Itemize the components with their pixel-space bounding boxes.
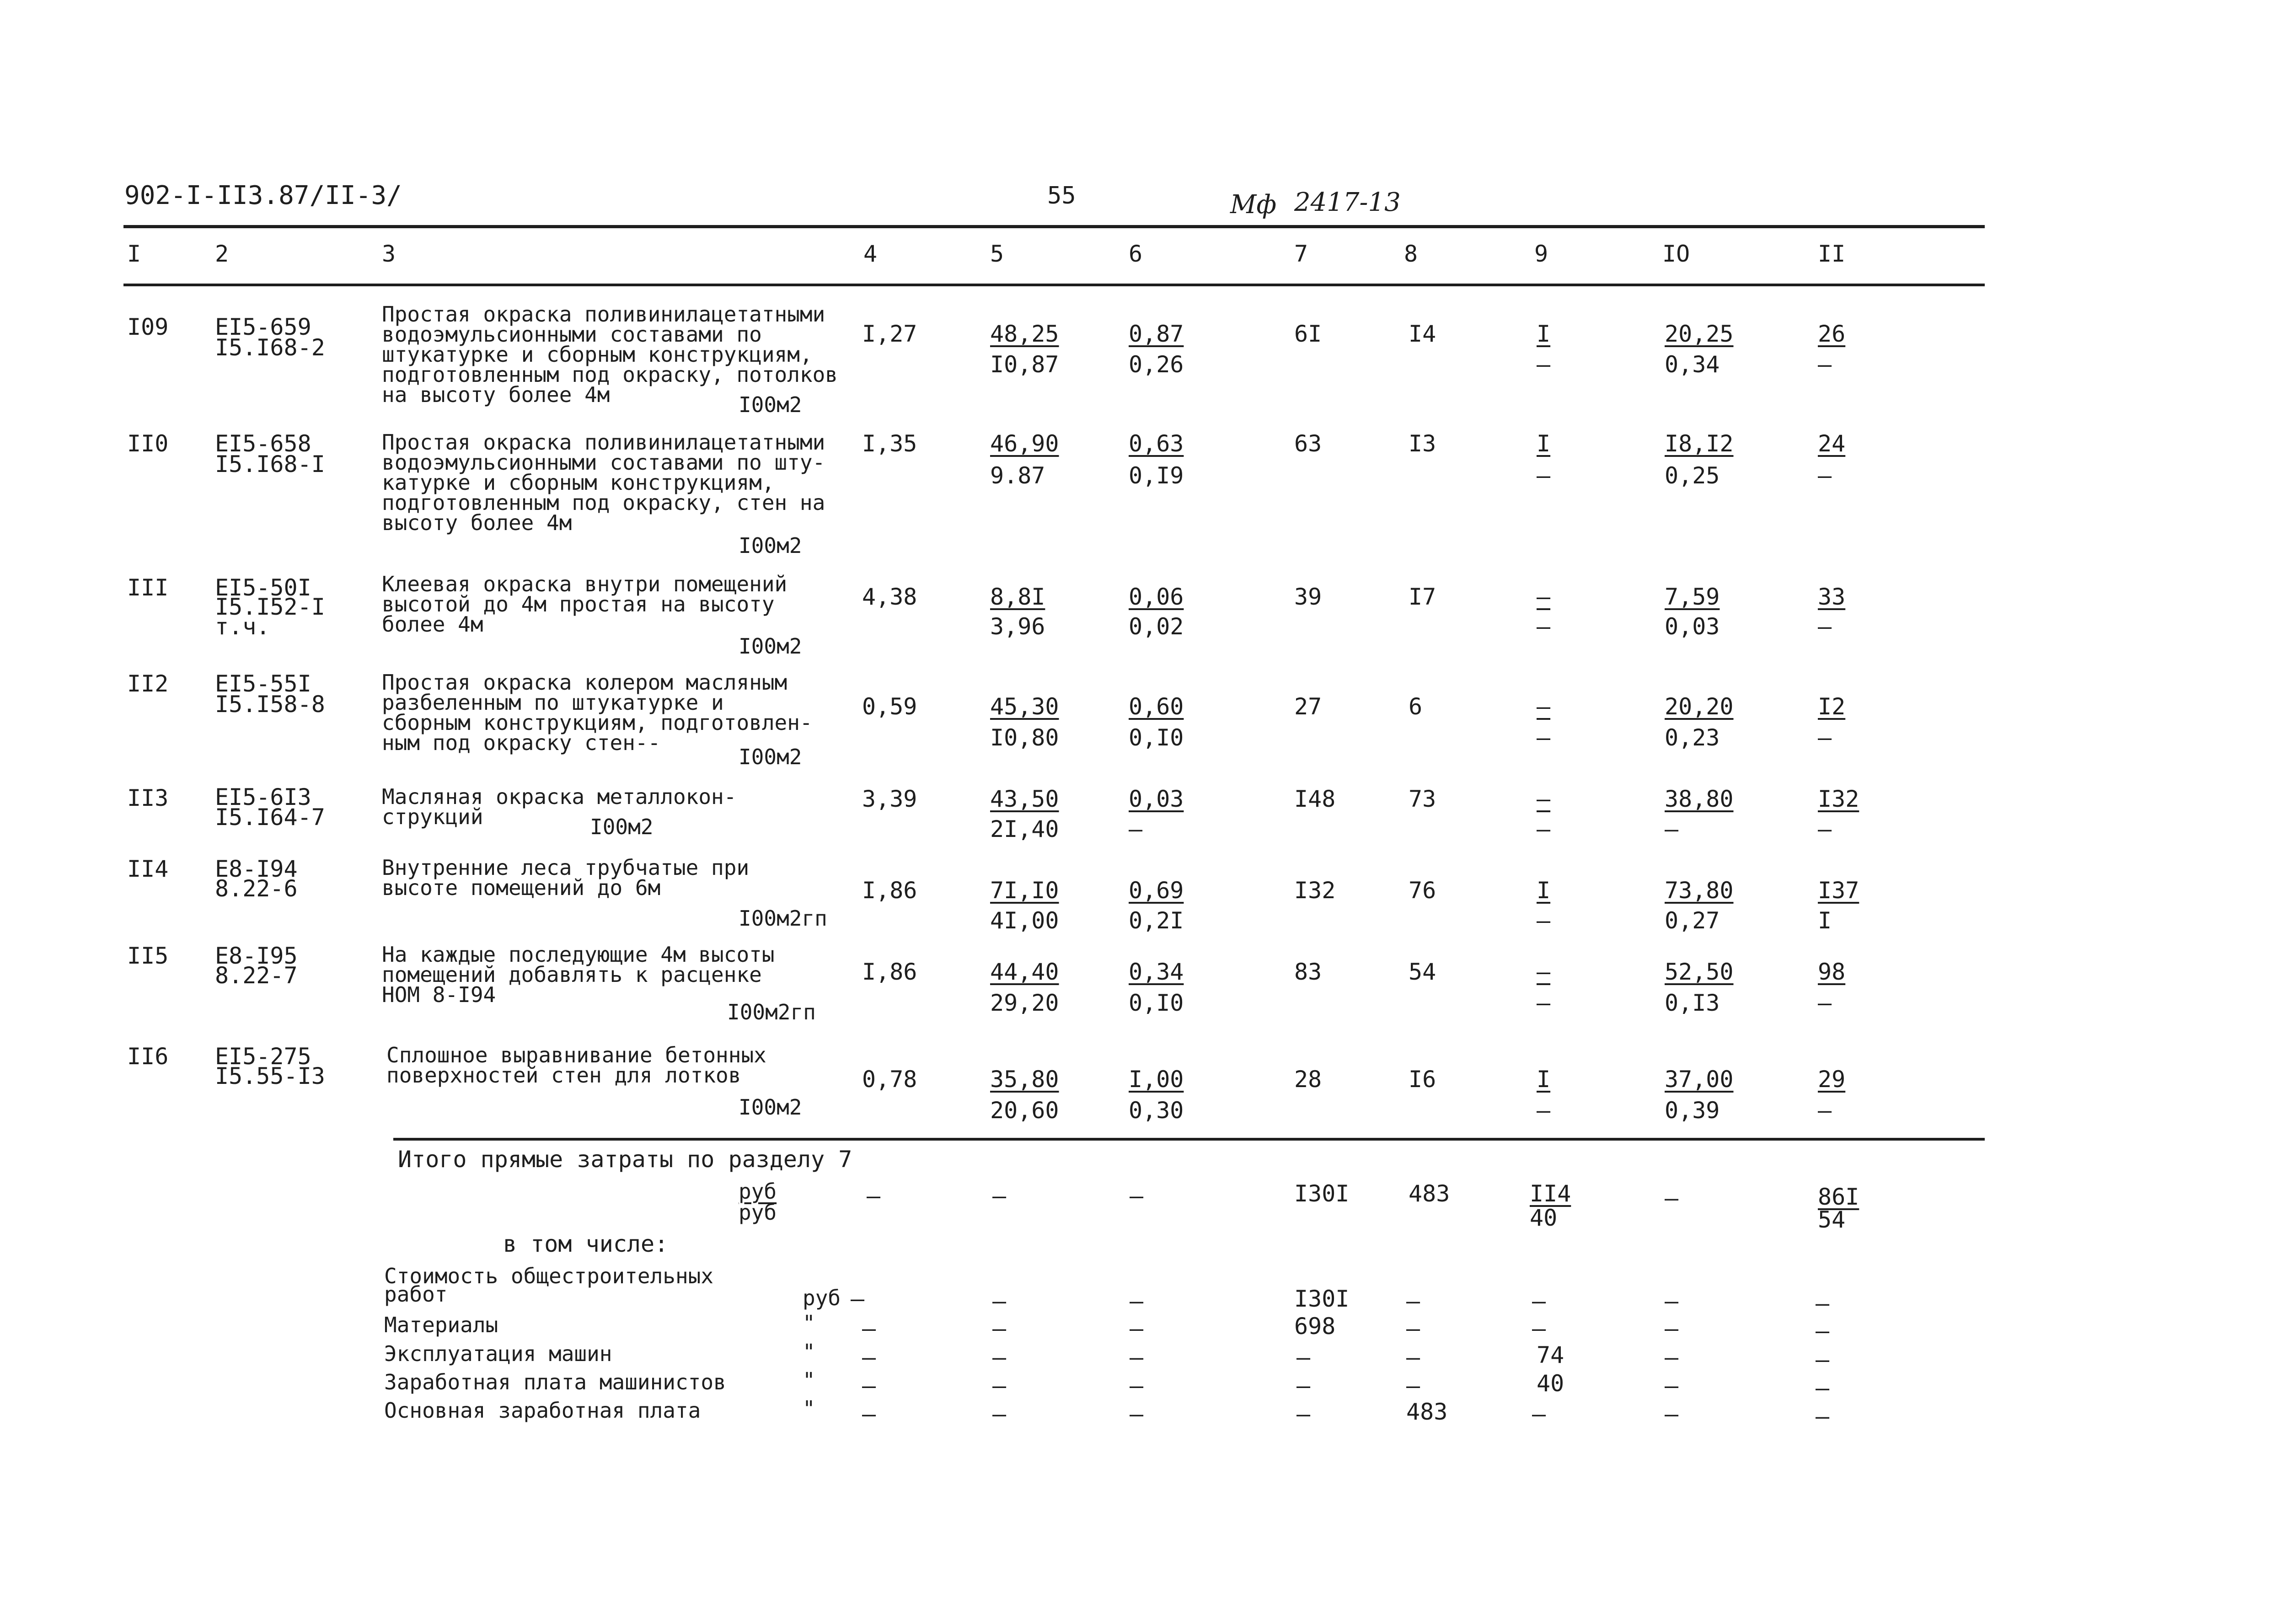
- work-description: Простая окраска поливинилацетатными водоэмульсионными составами по штукатурке и сборным конструкциям, подготовленным под окраску, потолков на высоту более 4м: [382, 302, 838, 407]
- unit-cost-total: 45,30: [990, 693, 1059, 720]
- unit-cost-wages: 29,20: [990, 990, 1059, 1016]
- breakdown-label: Стоимость общестроительных работ: [384, 1264, 714, 1307]
- unit-cost-total: 43,50: [990, 786, 1059, 812]
- breakdown-label: Материалы: [384, 1313, 498, 1337]
- unit-cost-machines: 0,03: [1129, 786, 1184, 812]
- breakdown-c6: –: [1130, 1344, 1144, 1371]
- unit-of-measure: I00м2: [739, 1095, 802, 1120]
- totals-machinist-labor: 54: [1818, 1206, 1846, 1233]
- work-description: Сплошное выравнивание бетонных поверхностей стен для лотков: [386, 1043, 766, 1088]
- breakdown-c4: –: [862, 1372, 876, 1399]
- total-wages: I6: [1409, 1066, 1436, 1093]
- breakdown-c10: –: [1665, 1315, 1679, 1342]
- norm-code-secondary: I5.55-I3: [215, 1063, 325, 1089]
- labor-per-unit: 52,50: [1665, 959, 1734, 985]
- unit-of-measure: I00м2гп: [727, 1000, 816, 1024]
- total-machines: I: [1537, 1066, 1551, 1093]
- unit-of-measure: I00м2: [590, 815, 654, 839]
- unit-cost-total: 8,8I: [990, 584, 1045, 610]
- norm-code: EI5-659: [215, 314, 311, 340]
- total-cost: 39: [1294, 584, 1322, 610]
- column-header: 7: [1294, 241, 1308, 267]
- breakdown-c7: 698: [1294, 1313, 1336, 1340]
- page-number: 55: [1047, 182, 1076, 209]
- total-machines: –: [1537, 959, 1551, 985]
- breakdown-label: Основная заработная плата: [384, 1398, 701, 1423]
- totals-title: Итого прямые затраты по разделу 7: [398, 1146, 852, 1173]
- unit-cost-machines: 0,87: [1129, 321, 1184, 347]
- labor-total: I32: [1818, 786, 1859, 812]
- work-description: Простая окраска поливинилацетатными водоэмульсионными составами по шту- катурке и сборным конструкциям, подготовленным под окраску, стен на высоту более 4м: [382, 430, 825, 535]
- row-number: II3: [127, 785, 169, 811]
- unit-cost-machinist-wages: 0,2I: [1129, 907, 1184, 934]
- unit-cost-wages: 3,96: [990, 613, 1045, 640]
- breakdown-c11: –: [1816, 1290, 1830, 1317]
- unit-cost-wages: 2I,40: [990, 816, 1059, 842]
- unit-cost-wages: I0,87: [990, 351, 1059, 378]
- row-number: II0: [127, 430, 169, 457]
- total-cost: I48: [1294, 786, 1336, 812]
- totals-total-wages: 483: [1409, 1180, 1450, 1207]
- work-description: Масляная окраска металлокон- струкций: [382, 784, 737, 829]
- row-number: II2: [127, 670, 169, 697]
- breakdown-unit: руб: [803, 1286, 841, 1310]
- total-cost: I32: [1294, 877, 1336, 904]
- labor-total: 33: [1818, 584, 1846, 610]
- work-description: Клеевая окраска внутри помещений высотой до 4м простая на высоту более 4м: [382, 572, 787, 637]
- totals-unit-machines: –: [1130, 1183, 1144, 1209]
- column-header: 5: [990, 241, 1004, 267]
- breakdown-c6: –: [1130, 1372, 1144, 1399]
- stamp-prefix: Мф: [1230, 190, 1277, 220]
- total-machinist-wages: –: [1537, 613, 1551, 640]
- quantity: I,35: [862, 430, 917, 457]
- machinist-labor-per-unit: 0,I3: [1665, 990, 1720, 1016]
- breakdown-c5: –: [992, 1401, 1007, 1427]
- unit-of-measure: I00м2: [739, 745, 802, 769]
- machinist-labor-total: –: [1818, 351, 1832, 378]
- breakdown-unit: ": [803, 1340, 815, 1364]
- machinist-labor-total: –: [1818, 462, 1832, 489]
- unit-cost-machines: 0,60: [1129, 693, 1184, 720]
- breakdown-c8: –: [1406, 1288, 1420, 1314]
- breakdown-c6: –: [1130, 1288, 1144, 1314]
- unit-of-measure: I00м2: [739, 392, 802, 417]
- machinist-labor-total: –: [1818, 613, 1832, 640]
- row-number: II4: [127, 856, 169, 882]
- machinist-labor-per-unit: 0,34: [1665, 351, 1720, 378]
- unit-cost-machines: I,00: [1129, 1066, 1184, 1093]
- unit-cost-machines: 0,06: [1129, 584, 1184, 610]
- unit-cost-machinist-wages: 0,I0: [1129, 724, 1184, 751]
- breakdown-c8: –: [1406, 1372, 1420, 1399]
- column-header: 6: [1129, 241, 1143, 267]
- machinist-labor-total: –: [1818, 990, 1832, 1016]
- breakdown-c7: –: [1296, 1401, 1311, 1427]
- totals-total-cost: I30I: [1294, 1180, 1350, 1207]
- quantity: I,27: [862, 321, 917, 347]
- norm-code: E8-I95: [215, 943, 298, 969]
- total-wages: 73: [1409, 786, 1436, 812]
- breakdown-unit: ": [803, 1396, 815, 1421]
- header-rule: [123, 284, 1985, 286]
- breakdown-c10: –: [1665, 1401, 1679, 1427]
- unit-of-measure: I00м2гп: [739, 906, 827, 931]
- unit-cost-machines: 0,69: [1129, 877, 1184, 904]
- totals-unit-top: руб: [739, 1179, 777, 1204]
- top-rule: [123, 225, 1985, 228]
- machinist-labor-total: –: [1818, 1097, 1832, 1124]
- totals-total-machines: II4: [1530, 1180, 1571, 1207]
- norm-code-secondary: 8.22-6: [215, 875, 298, 902]
- breakdown-c9: –: [1532, 1315, 1546, 1342]
- norm-code-secondary: I5.I64-7: [215, 804, 325, 831]
- labor-per-unit: 20,25: [1665, 321, 1734, 347]
- work-description: Простая окраска колером масляным разбеленным по штукатурке и сборным конструкциям, подготовлен- ным под окраску стен--: [382, 670, 813, 755]
- machinist-labor-total: I: [1818, 907, 1832, 934]
- quantity: 0,78: [862, 1066, 917, 1093]
- unit-cost-total: 7I,I0: [990, 877, 1059, 904]
- breakdown-c9: 40: [1537, 1370, 1564, 1397]
- total-machines: –: [1537, 584, 1551, 610]
- norm-code-secondary: 8.22-7: [215, 962, 298, 989]
- breakdown-c5: –: [992, 1315, 1007, 1342]
- unit-cost-total: 35,80: [990, 1066, 1059, 1093]
- labor-per-unit: 20,20: [1665, 693, 1734, 720]
- totals-unit-cost: –: [992, 1183, 1007, 1209]
- breakdown-c4: –: [851, 1286, 865, 1312]
- total-machines: –: [1537, 693, 1551, 720]
- column-header: 9: [1534, 241, 1548, 267]
- labor-per-unit: 38,80: [1665, 786, 1734, 812]
- unit-cost-machinist-wages: 0,30: [1129, 1097, 1184, 1124]
- totals-labor-per-unit: –: [1665, 1185, 1679, 1211]
- unit-cost-machines: 0,63: [1129, 430, 1184, 457]
- labor-total: 26: [1818, 321, 1846, 347]
- norm-code: EI5-55I: [215, 670, 311, 697]
- labor-per-unit: 73,80: [1665, 877, 1734, 904]
- totals-machinist-wages: 40: [1530, 1205, 1558, 1231]
- totals-including-label: в том числе:: [503, 1231, 669, 1257]
- unit-cost-wages: 4I,00: [990, 907, 1059, 934]
- machinist-labor-per-unit: 0,39: [1665, 1097, 1720, 1124]
- machinist-labor-per-unit: 0,23: [1665, 724, 1720, 751]
- breakdown-c5: –: [992, 1288, 1007, 1314]
- total-wages: I7: [1409, 584, 1436, 610]
- totals-rule: [393, 1138, 1985, 1141]
- unit-cost-machines: 0,34: [1129, 959, 1184, 985]
- total-machinist-wages: –: [1537, 351, 1551, 378]
- machinist-labor-per-unit: 0,27: [1665, 907, 1720, 934]
- unit-cost-machinist-wages: –: [1129, 816, 1143, 842]
- quantity: I,86: [862, 959, 917, 985]
- breakdown-c10: –: [1665, 1372, 1679, 1399]
- total-machines: –: [1537, 786, 1551, 812]
- breakdown-c11: –: [1816, 1318, 1830, 1344]
- total-machines: I: [1537, 877, 1551, 904]
- total-cost: 28: [1294, 1066, 1322, 1093]
- breakdown-c9: –: [1532, 1288, 1546, 1314]
- column-header: IO: [1662, 241, 1690, 267]
- norm-code: EI5-50I: [215, 574, 311, 601]
- breakdown-c8: –: [1406, 1344, 1420, 1371]
- breakdown-label: Эксплуатация машин: [384, 1341, 612, 1366]
- labor-total: 98: [1818, 959, 1846, 985]
- total-wages: 76: [1409, 877, 1436, 904]
- unit-cost-total: 48,25: [990, 321, 1059, 347]
- total-machines: I: [1537, 430, 1551, 457]
- machinist-labor-per-unit: –: [1665, 816, 1679, 842]
- labor-per-unit: 7,59: [1665, 584, 1720, 610]
- document-code: 902-I-II3.87/II-3/: [124, 181, 402, 210]
- labor-per-unit: I8,I2: [1665, 430, 1734, 457]
- unit-cost-wages: I0,80: [990, 724, 1059, 751]
- breakdown-c7: –: [1296, 1372, 1311, 1399]
- stamp-number: 2417-13: [1294, 188, 1401, 217]
- unit-cost-total: 46,90: [990, 430, 1059, 457]
- breakdown-c5: –: [992, 1372, 1007, 1399]
- machinist-labor-total: –: [1818, 724, 1832, 751]
- unit-of-measure: I00м2: [739, 634, 802, 659]
- total-machinist-wages: –: [1537, 907, 1551, 934]
- unit-cost-machinist-wages: 0,26: [1129, 351, 1184, 378]
- work-description: Внутренние леса трубчатые при высоте помещений до 6м: [382, 855, 750, 900]
- unit-cost-wages: 9.87: [990, 462, 1045, 489]
- norm-code-note: т.ч.: [215, 613, 270, 640]
- machinist-labor-per-unit: 0,03: [1665, 613, 1720, 640]
- total-wages: I3: [1409, 430, 1436, 457]
- breakdown-c10: –: [1665, 1344, 1679, 1371]
- breakdown-c10: –: [1665, 1288, 1679, 1314]
- breakdown-c11: –: [1816, 1346, 1830, 1373]
- quantity: 4,38: [862, 584, 917, 610]
- unit-cost-machinist-wages: 0,02: [1129, 613, 1184, 640]
- norm-code: EI5-275: [215, 1043, 311, 1070]
- breakdown-c8: –: [1406, 1315, 1420, 1342]
- unit-cost-wages: 20,60: [990, 1097, 1059, 1124]
- breakdown-c7: –: [1296, 1344, 1311, 1371]
- column-header: 2: [215, 241, 229, 267]
- norm-code-secondary: I5.I68-2: [215, 334, 325, 361]
- column-header: 3: [382, 241, 396, 267]
- breakdown-c11: –: [1816, 1403, 1830, 1430]
- breakdown-unit: ": [803, 1311, 815, 1335]
- labor-total: I37: [1818, 877, 1859, 904]
- total-cost: 27: [1294, 693, 1322, 720]
- breakdown-c6: –: [1130, 1315, 1144, 1342]
- totals-unit-bottom: руб: [739, 1200, 777, 1225]
- breakdown-c9: 74: [1537, 1342, 1564, 1368]
- norm-code: EI5-658: [215, 430, 311, 457]
- total-wages: I4: [1409, 321, 1436, 347]
- breakdown-c11: –: [1816, 1375, 1830, 1401]
- total-machinist-wages: –: [1537, 462, 1551, 489]
- row-number: II6: [127, 1043, 169, 1070]
- machinist-labor-per-unit: 0,25: [1665, 462, 1720, 489]
- unit-of-measure: I00м2: [739, 533, 802, 558]
- total-wages: 54: [1409, 959, 1436, 985]
- breakdown-c4: –: [862, 1401, 876, 1427]
- machinist-labor-total: –: [1818, 816, 1832, 842]
- norm-code: E8-I94: [215, 856, 298, 882]
- unit-cost-machinist-wages: 0,I0: [1129, 990, 1184, 1016]
- total-machinist-wages: –: [1537, 724, 1551, 751]
- breakdown-label: Заработная плата машинистов: [384, 1370, 726, 1394]
- total-cost: 83: [1294, 959, 1322, 985]
- totals-labor-total: 86I: [1818, 1184, 1859, 1210]
- total-wages: 6: [1409, 693, 1423, 720]
- work-description: На каждые последующие 4м высоты помещений добавлять к расценке НОМ 8-I94: [382, 942, 775, 1007]
- quantity: 3,39: [862, 786, 917, 812]
- total-machinist-wages: –: [1537, 990, 1551, 1016]
- labor-total: 24: [1818, 430, 1846, 457]
- breakdown-c4: –: [862, 1344, 876, 1371]
- labor-total: 29: [1818, 1066, 1846, 1093]
- norm-code: EI5-6I3: [215, 784, 311, 810]
- unit-cost-total: 44,40: [990, 959, 1059, 985]
- breakdown-c5: –: [992, 1344, 1007, 1371]
- breakdown-c9: –: [1532, 1401, 1546, 1427]
- row-number: I09: [127, 314, 169, 340]
- total-machinist-wages: –: [1537, 816, 1551, 842]
- breakdown-c8: 483: [1406, 1399, 1448, 1425]
- row-number: III: [127, 574, 169, 601]
- column-header: I: [127, 241, 141, 267]
- norm-code-secondary: I5.I52-I: [215, 594, 325, 620]
- total-cost: 6I: [1294, 321, 1322, 347]
- total-cost: 63: [1294, 430, 1322, 457]
- quantity: 0,59: [862, 693, 917, 720]
- row-number: II5: [127, 943, 169, 969]
- labor-per-unit: 37,00: [1665, 1066, 1734, 1093]
- breakdown-unit: ": [803, 1368, 815, 1393]
- breakdown-c4: –: [862, 1315, 876, 1342]
- totals-quantity: –: [867, 1183, 881, 1209]
- labor-total: I2: [1818, 693, 1846, 720]
- total-machines: I: [1537, 321, 1551, 347]
- breakdown-c6: –: [1130, 1401, 1144, 1427]
- quantity: I,86: [862, 877, 917, 904]
- column-header: 8: [1404, 241, 1418, 267]
- column-header: 4: [863, 241, 878, 267]
- total-machinist-wages: –: [1537, 1097, 1551, 1124]
- unit-cost-machinist-wages: 0,I9: [1129, 462, 1184, 489]
- norm-code-secondary: I5.I68-I: [215, 451, 325, 477]
- column-header: II: [1818, 241, 1846, 267]
- breakdown-c7: I30I: [1294, 1286, 1350, 1312]
- norm-code-secondary: I5.I58-8: [215, 691, 325, 718]
